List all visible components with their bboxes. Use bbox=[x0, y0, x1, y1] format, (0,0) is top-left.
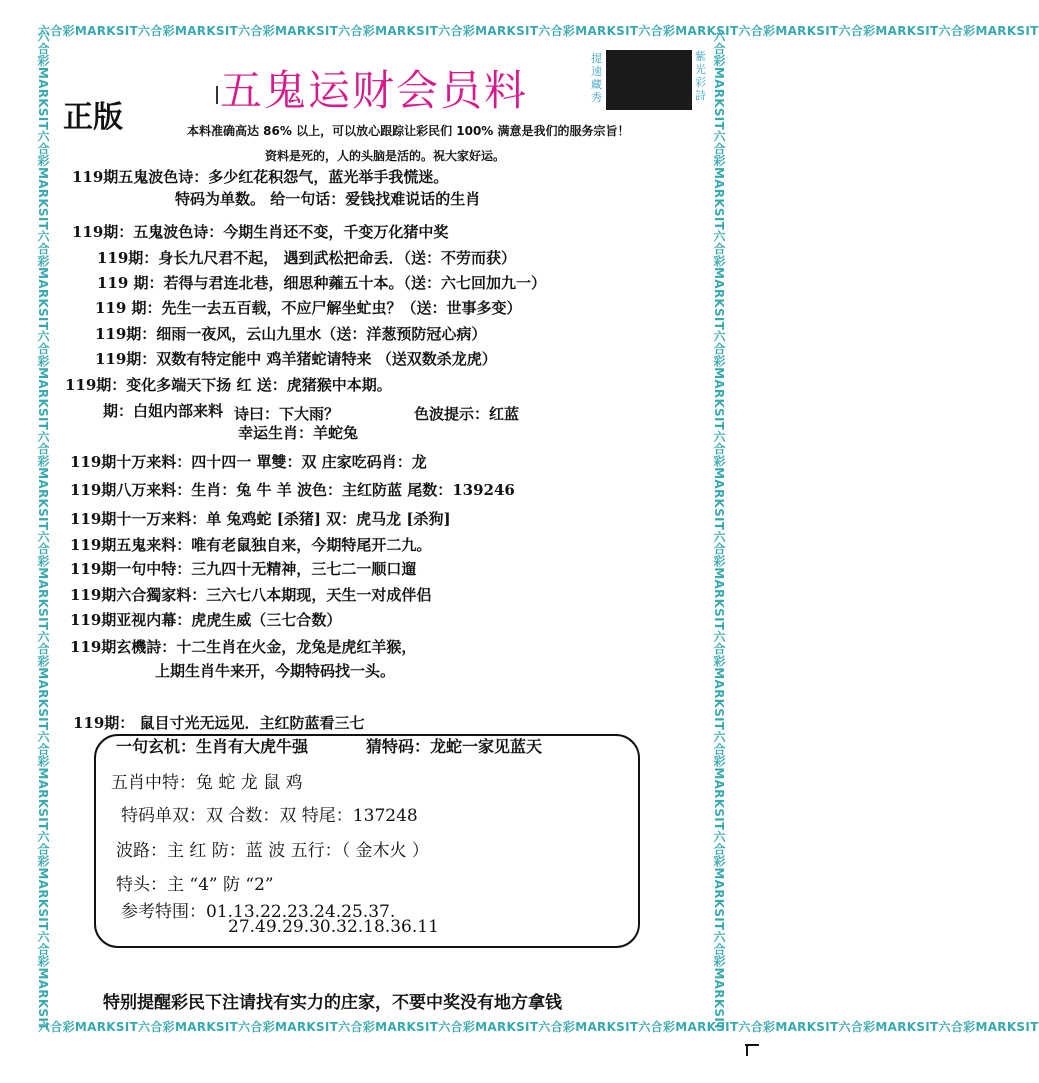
qr-code-image bbox=[606, 50, 692, 110]
authentic-badge: 正版 bbox=[63, 100, 123, 135]
line-baijie: 期：白姐内部来料 bbox=[103, 402, 224, 420]
line-poem-6: 119期：变化多端天下扬 红 送：虎猪猴中本期。 bbox=[65, 376, 392, 394]
page-title: 五鬼运财会员料 bbox=[220, 66, 529, 115]
line-80k: 119期八万来料：生肖：兔 牛 羊 波色：主红防蓝 尾数：139246 bbox=[70, 481, 515, 499]
box-odd-even: 特码单双：双 合数：双 特尾：137248 bbox=[121, 806, 418, 826]
line-atv: 119期亚视内幕：虎虎生威（三七合数） bbox=[70, 611, 342, 629]
line-100k: 119期十万来料：四十四一 單雙：双 庄家吃码肖：龙 bbox=[70, 453, 427, 471]
line-wugui-source: 119期五鬼来料：唯有老鼠独自来，今期特尾开二九。 bbox=[70, 536, 432, 554]
title-divider bbox=[216, 86, 218, 104]
box-reference-range: 参考特围：01.13.22.23.24.25.37. bbox=[121, 902, 396, 922]
footer-reminder: 特别提醒彩民下注请找有实力的庄家，不要中奖没有地方拿钱 bbox=[103, 993, 562, 1013]
line-poem-1: 119期：身长九尺君不起， 遇到武松把命丢．（送：不劳而获） bbox=[97, 249, 517, 267]
line-poem-2: 119 期：若得与君连北巷，细思种蕹五十本。（送：六七回加九一） bbox=[97, 274, 547, 292]
watermark-top: 六合彩MARKSIT六合彩MARKSIT六合彩MARKSIT六合彩MARKSIT六合彩MARKSIT六合彩MARKSIT六合彩MARKSIT六合彩MARKSIT六合彩MARKSIT六合彩MARKSIT bbox=[38, 24, 1039, 38]
line-exclusive: 119期六合獨家料：三六七八本期现，天生一对成伴侣 bbox=[70, 586, 432, 604]
line-mouse-eye: 119期： 鼠目寸光无远见．主红防蓝看三七 bbox=[73, 714, 365, 732]
line-mystic-poem-2: 上期生肖牛来开，今期特码找一头。 bbox=[155, 662, 396, 680]
crop-mark-vertical bbox=[746, 1044, 748, 1056]
line-110k: 119期十一万来料：单 兔鸡蛇 [杀猪] 双：虎马龙 [杀狗] bbox=[70, 510, 451, 528]
line-one-sentence: 119期一句中特：三九四十无精神，三七二一顺口遛 bbox=[70, 560, 417, 578]
box-wave-path: 波路：主 红 防：蓝 波 五行：（ 金木火 ） bbox=[116, 841, 429, 861]
box-special-head: 特头：主 “4” 防 “2” bbox=[116, 875, 274, 895]
box-guess-code: 猜特码：龙蛇一家见蓝天 bbox=[366, 737, 543, 756]
side-tag-left: 提速藏秀 bbox=[591, 52, 602, 104]
box-riddle: 一句玄机：生肖有大虎牛强 bbox=[116, 737, 309, 756]
watermark-right: 六合彩MARKSIT六合彩MARKSIT六合彩MARKSIT六合彩MARKSIT六合彩MARKSIT六合彩MARKSIT六合彩MARKSIT六合彩MARKSIT六合彩MARKSIT六合彩MARKSIT bbox=[712, 30, 726, 1031]
line-mystic-poem: 119期玄機詩：十二生肖在火金，龙兔是虎红羊猴， bbox=[70, 638, 417, 656]
line-poem-4: 119期：细雨一夜风，云山九里水（送：洋葱预防冠心病） bbox=[95, 325, 487, 343]
line-color-hint: 色波提示：红蓝 bbox=[414, 405, 520, 423]
line-lucky-zodiac: 幸运生肖：羊蛇兔 bbox=[238, 424, 359, 442]
line-wugui-poem: 119期五鬼波色诗：多少红花积怨气，蓝光举手我慌迷。 bbox=[72, 168, 449, 186]
box-reference-range-2: 27.49.29.30.32.18.36.11 bbox=[228, 917, 439, 937]
watermark-bottom: 六合彩MARKSIT六合彩MARKSIT六合彩MARKSIT六合彩MARKSIT六合彩MARKSIT六合彩MARKSIT六合彩MARKSIT六合彩MARKSIT六合彩MARKSIT六合彩MARKSIT bbox=[38, 1020, 1039, 1034]
slogan-luck: 资料是死的，人的头脑是活的。祝大家好运。 bbox=[265, 149, 506, 163]
box-five-zodiac: 五肖中特：兔 蛇 龙 鼠 鸡 bbox=[111, 773, 303, 793]
line-poem-3: 119 期：先生一去五百载，不应尸解坐虻虫？（送：世事多变） bbox=[95, 299, 522, 317]
line-odd-hint: 特码为单数。 给一句话：爱钱找难说话的生肖 bbox=[175, 190, 481, 208]
line-poem-5: 119期：双数有特定能中 鸡羊猪蛇请特来 （送双数杀龙虎） bbox=[95, 350, 497, 368]
slogan-accuracy: 本料准确高达 86% 以上，可以放心跟踪让彩民们 100% 满意是我们的服务宗旨！ bbox=[187, 124, 630, 138]
line-color-poem: 119期：五鬼波色诗：今期生肖还不变，千变万化猪中奖 bbox=[72, 223, 449, 241]
side-tag-right: 紫光彩詩 bbox=[695, 50, 706, 102]
line-poem-rain: 诗曰：下大雨？ bbox=[234, 405, 340, 423]
watermark-left: 六合彩MARKSIT六合彩MARKSIT六合彩MARKSIT六合彩MARKSIT六合彩MARKSIT六合彩MARKSIT六合彩MARKSIT六合彩MARKSIT六合彩MARKSIT六合彩MARKSIT bbox=[36, 30, 50, 1031]
